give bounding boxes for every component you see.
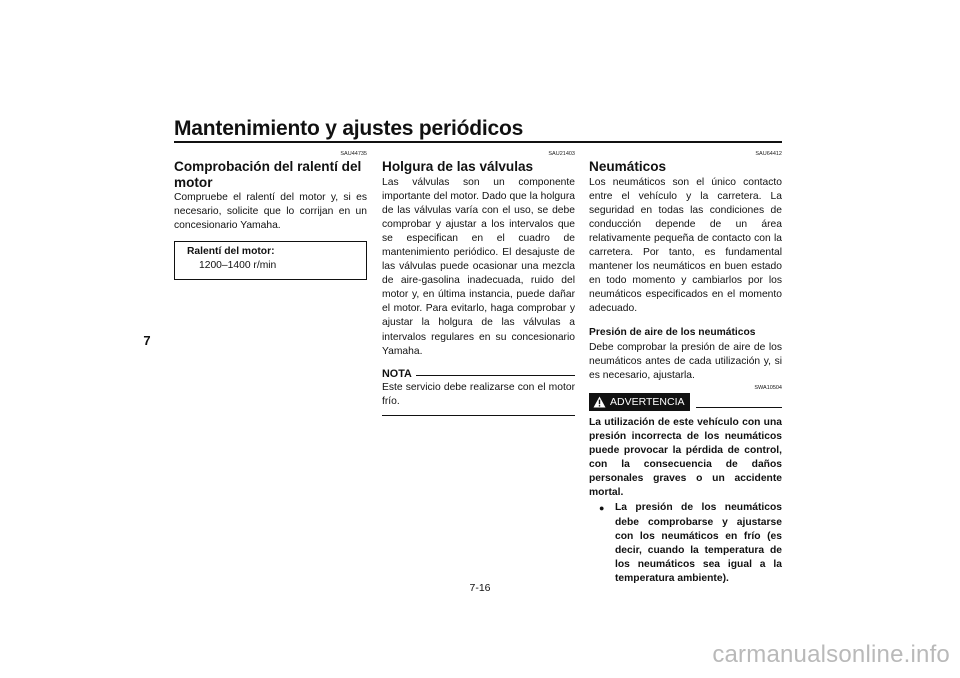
section-code: SAU64412 [755,151,782,157]
note-text: Este servicio debe realizarse con el motor frío. [382,381,575,407]
heading-line-1: Comprobación del ralentí del [174,159,362,174]
idle-body-text: Compruebe el ralentí del motor y, si es necesario, solicite que lo corrijan en un concesionario Yamaha. [174,192,367,232]
tire-pressure-subheading: Presión de aire de los neumáticos [589,327,756,339]
spec-box [174,241,367,280]
list-item [589,501,782,586]
section-heading-tires: Neumáticos [589,159,667,174]
note-header [382,367,575,381]
column-tires [589,151,782,586]
watermark: carmanualsonline.info [712,641,950,668]
tires-body-text: Los neumáticos son el único contacto entre el vehículo y la carretera. La seguridad en todas las condiciones de conducción depende de un área relativamente pequeña de contacto con la carretera. Por tanto, es fundamental mantener los neumáticos en buen estado en todo momento y cambiarlos por los neumáticos especificados en el momento adecuado. [589,176,782,315]
warning-code: SWA10504 [754,384,782,391]
valves-body-text: Las válvulas son un componente importante del motor. Dado que la holgura de las válvulas varía con el uso, se debe comprobar y ajustar a los intervalos que se especifican en el cuadro de mantenimiento periódico. El desajuste de las válvulas puede ocasionar una mezcla de aire-gasolina inadecuada, ruido del motor y, en última instancia, puede dañar el motor. Para evitarlo, haga comprobar y ajustar la holgura de las válvulas a intervalos regulares en su concesionario Yamaha. [382,176,575,357]
spec-label: Ralentí del motor: [187,246,275,258]
column-valve-clearance [382,151,575,416]
warning-triangle-icon [593,396,606,408]
warning-header [589,393,782,411]
section-heading-valves: Holgura de las válvulas [382,159,534,174]
warning-text: La utilización de este vehículo con una presión incorrecta de los neumáticos puede provocar la pérdida de control, con la consecuencia de daños personales graves o un accidente mortal. [589,416,782,499]
note-end-rule [382,415,575,416]
section-heading-idle [174,159,367,190]
title-rule [174,141,782,143]
page-number: 7-16 [469,582,491,594]
chapter-tab: 7 [136,326,158,356]
spec-value: 1200–1400 r/min [199,260,277,272]
page-title: Mantenimiento y ajustes periódicos [174,117,524,140]
bullet-text: La presión de los neumáticos debe comprobarse y ajustarse con los neumáticos en frío (es decir, cuando la temperatura de los neumáticos sea igual a la temperatura ambiente). [615,502,782,584]
heading-line-2: motor [174,174,213,190]
warning-badge [589,393,690,411]
warning-label: ADVERTENCIA [610,395,685,408]
column-idle-speed [174,151,367,280]
tire-pressure-text: Debe comprobar la presión de aire de los neumáticos antes de cada utilización y, si es necesario, ajustarla. [589,341,782,381]
note-title: NOTA [382,367,412,380]
warning-rule [696,407,783,408]
section-code: SAU44735 [340,151,367,157]
section-code: SAU21403 [548,151,575,157]
bullet-dot-icon: ● [599,503,605,514]
note-rule [416,375,575,376]
